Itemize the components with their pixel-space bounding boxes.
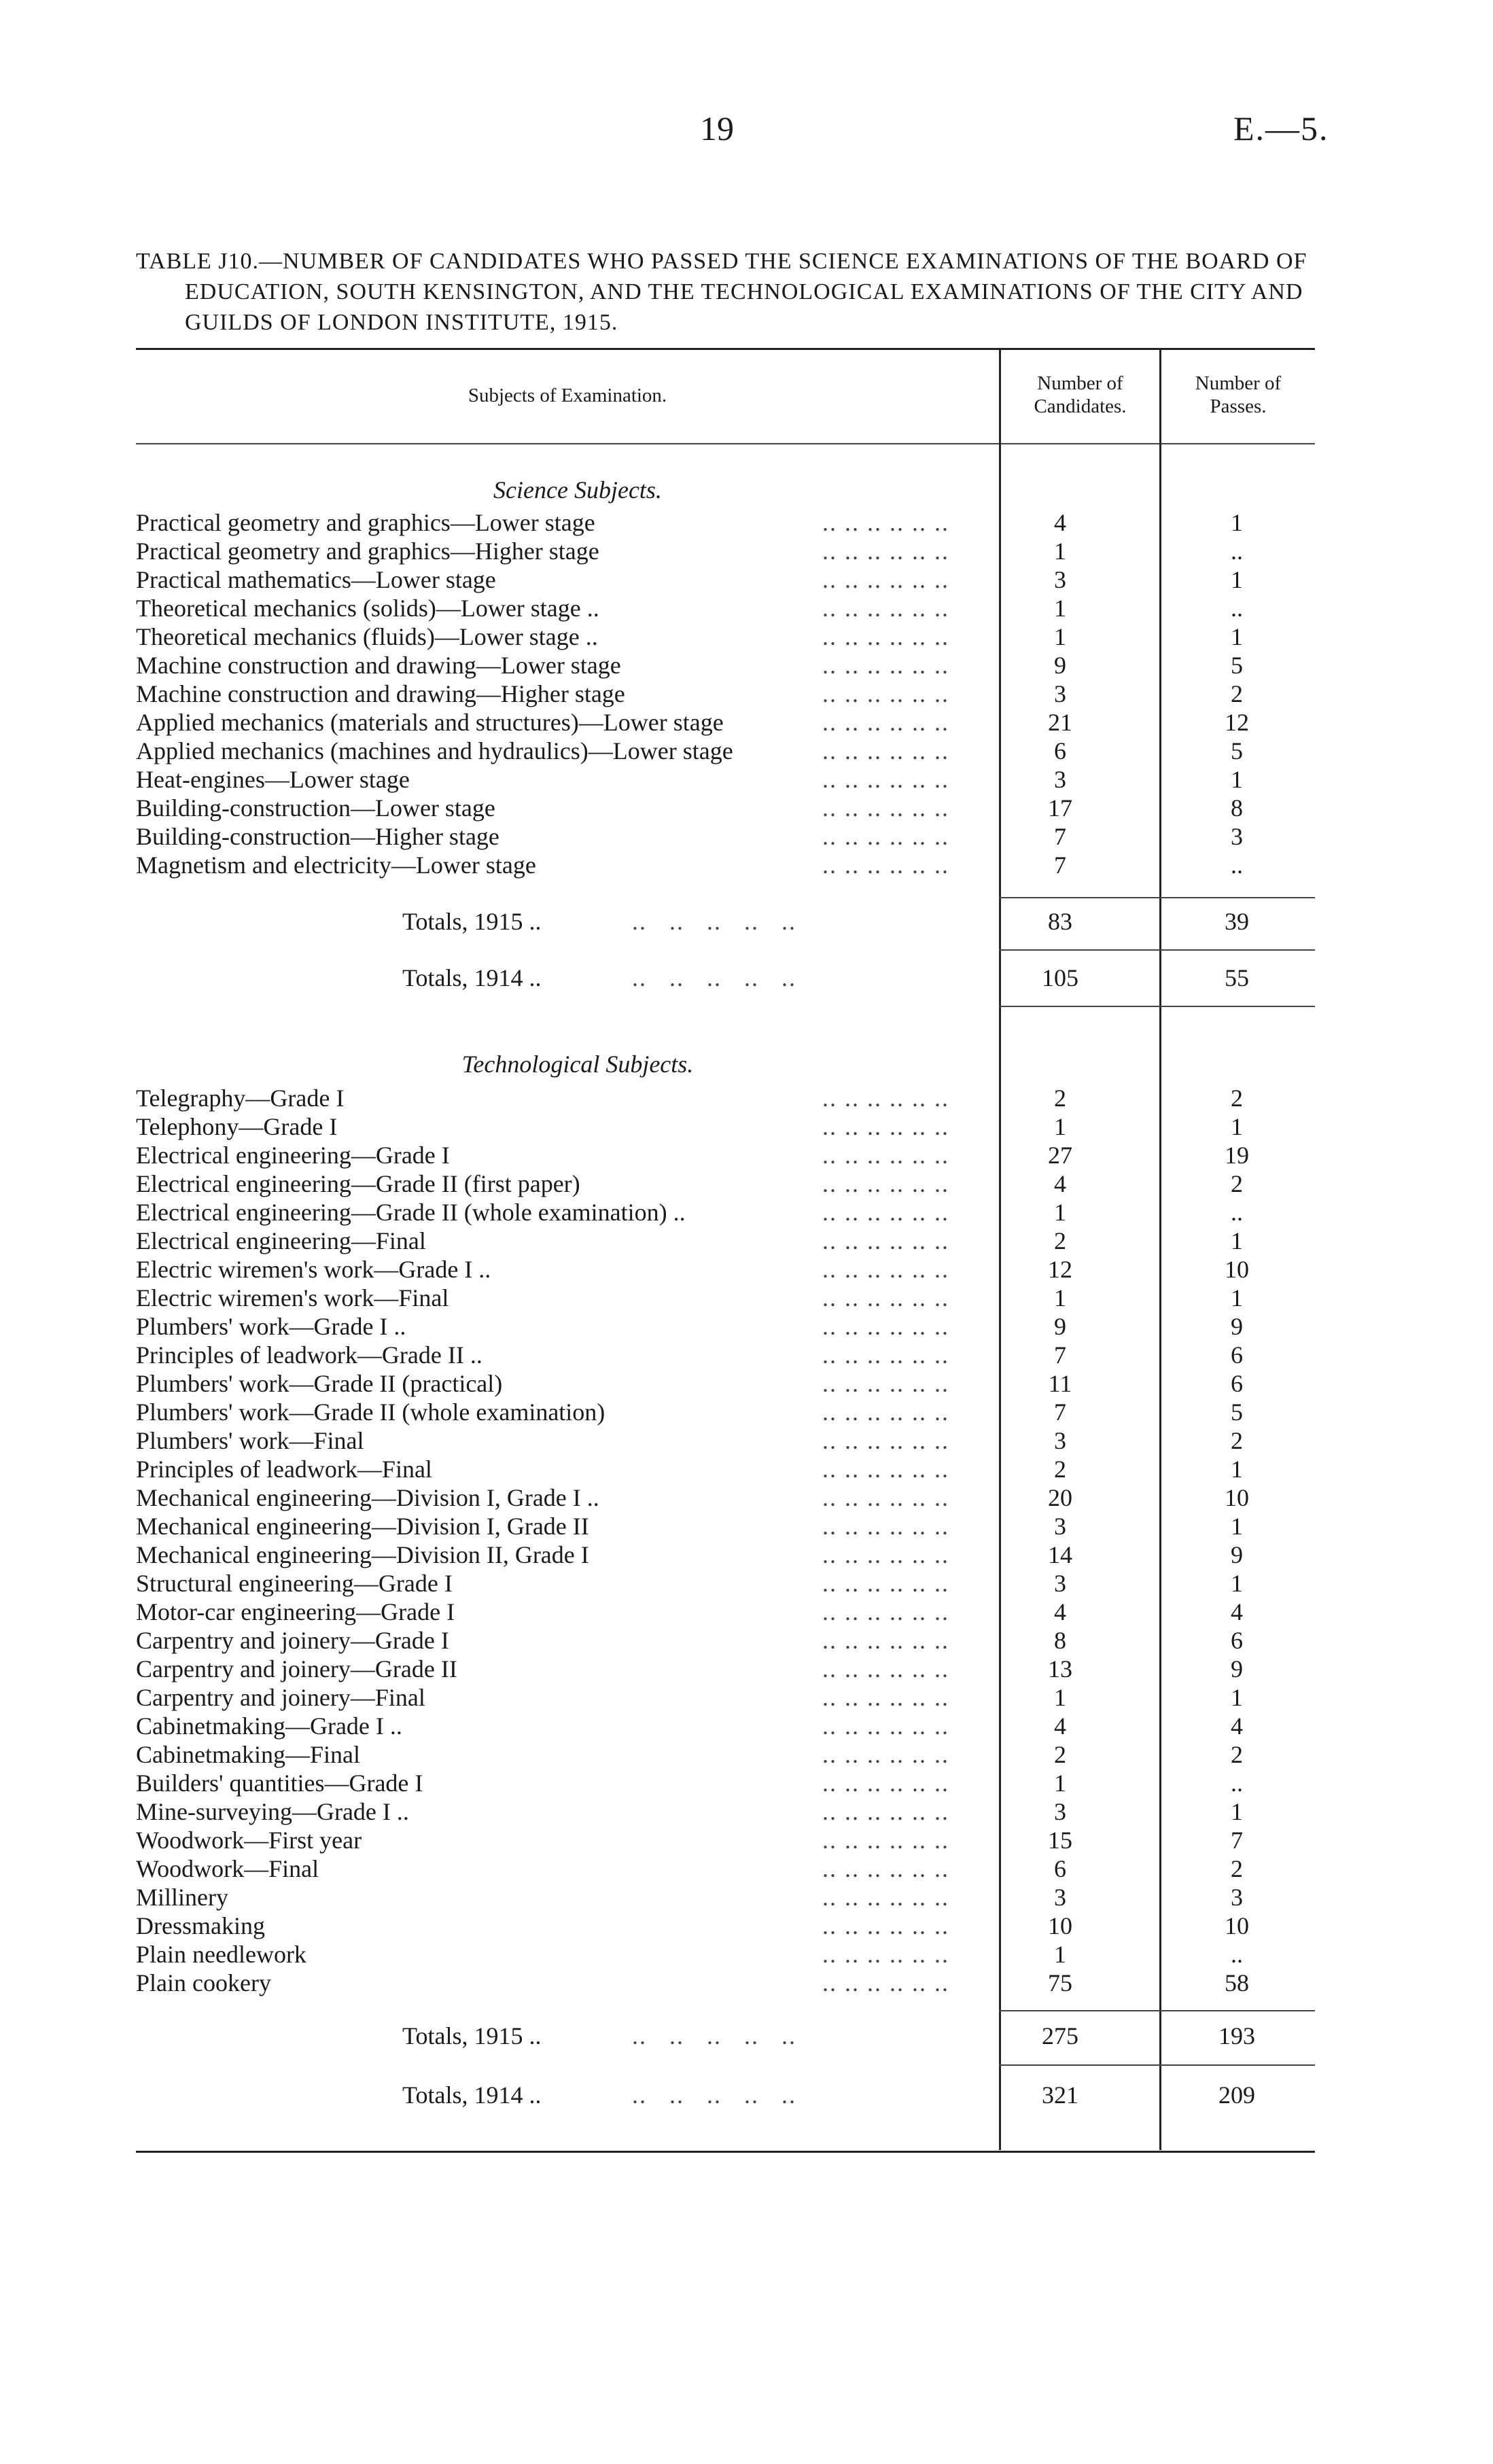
subject-label: Plumbers' work—Final	[136, 1427, 364, 1454]
passes-value: ..	[1231, 851, 1243, 879]
candidates-value: 3	[1054, 566, 1066, 593]
candidates-value: 4	[1054, 509, 1066, 536]
table-row: Magnetism and electricity—Lower stage .. .. .. .. .. .. 7 ..	[136, 851, 1332, 879]
table-row: Principles of leadwork—Final .. .. .. .. .. .. 2 1	[136, 1455, 1332, 1483]
passes-value: 12	[1225, 709, 1249, 736]
candidates-value: 8	[1054, 1627, 1066, 1654]
candidates-value: 3	[1054, 1570, 1066, 1597]
table-row: Mechanical engineering—Division II, Grade I .. .. .. .. .. .. 14 9	[136, 1541, 1332, 1569]
table-row: Structural engineering—Grade I .. .. .. .. .. .. 3 1	[136, 1569, 1332, 1598]
table-row: Electrical engineering—Final .. .. .. .. .. .. 2 1	[136, 1227, 1332, 1255]
table-row: Theoretical mechanics (fluids)—Lower stage .. .. .. .. .. .. .. 1 1	[136, 622, 1332, 651]
candidates-value: 2	[1054, 1227, 1066, 1254]
table-row: Electrical engineering—Grade II (first paper) .. .. .. .. .. .. 4 2	[136, 1169, 1332, 1198]
passes-value: 1	[1231, 1284, 1243, 1312]
table-row: Mine-surveying—Grade I .. .. .. .. .. .. .. 3 1	[136, 1797, 1332, 1826]
candidates-value: 1	[1054, 1941, 1066, 1968]
subject-label: Electrical engineering—Grade I	[136, 1142, 450, 1169]
candidates-value: 13	[1048, 1655, 1072, 1683]
table-row: Builders' quantities—Grade I .. .. .. .. .. .. 1 ..	[136, 1769, 1332, 1797]
candidates-value: 7	[1054, 851, 1066, 879]
caption-line-3: GUILDS OF LONDON INSTITUTE, 1915.	[185, 310, 618, 335]
subject-label: Plumbers' work—Grade II (whole examination)	[136, 1398, 605, 1426]
candidates-value: 21	[1048, 709, 1072, 736]
subject-label: Practical geometry and graphics—Higher stage	[136, 538, 599, 565]
candidates-value: 1	[1054, 1684, 1066, 1711]
table-row: Dressmaking .. .. .. .. .. .. 10 10	[136, 1912, 1332, 1940]
passes-value: 9	[1231, 1313, 1243, 1340]
passes-value: 19	[1225, 1142, 1249, 1169]
subject-label: Cabinetmaking—Final	[136, 1741, 360, 1768]
passes-value: 2	[1231, 1170, 1243, 1197]
subject-label: Carpentry and joinery—Grade II	[136, 1655, 457, 1683]
subject-label: Motor-car engineering—Grade I	[136, 1598, 455, 1625]
passes-value: 7	[1231, 1827, 1243, 1854]
table-row: Cabinetmaking—Grade I .. .. .. .. .. .. .. 4 4	[136, 1712, 1332, 1740]
table-bottom-rule	[136, 2151, 1315, 2153]
subject-label: Carpentry and joinery—Grade I	[136, 1627, 449, 1654]
table-row: Millinery .. .. .. .. .. .. 3 3	[136, 1883, 1332, 1912]
passes-value: 6	[1231, 1370, 1243, 1397]
candidates-value: 2	[1054, 1456, 1066, 1483]
passes-value: 10	[1225, 1912, 1249, 1939]
table-row: Telegraphy—Grade I .. .. .. .. .. .. 2 2	[136, 1084, 1332, 1112]
subject-label: Heat-engines—Lower stage	[136, 766, 410, 793]
table-row: Electric wiremen's work—Grade I .. .. .. .. .. .. .. 12 10	[136, 1255, 1332, 1284]
subject-label: Structural engineering—Grade I	[136, 1570, 453, 1597]
passes-value: 5	[1231, 737, 1243, 764]
table-row: Applied mechanics (machines and hydraulics)—Lower stage .. .. .. .. .. .. 6 5	[136, 737, 1332, 765]
candidates-value: 4	[1054, 1170, 1066, 1197]
candidates-value: 15	[1048, 1827, 1072, 1854]
table-row: Mechanical engineering—Division I, Grade I .. .. .. .. .. .. .. 20 10	[136, 1483, 1332, 1512]
candidates-value: 1	[1054, 595, 1066, 622]
subject-label: Electric wiremen's work—Final	[136, 1284, 449, 1312]
caption-line-2: EDUCATION, SOUTH KENSINGTON, AND THE TECHNOLOGICAL EXAMINATIONS OF THE CITY AND	[185, 279, 1303, 304]
table-row: Woodwork—Final .. .. .. .. .. .. 6 2	[136, 1854, 1332, 1883]
passes-value: 4	[1231, 1598, 1243, 1625]
science-totals-rule-bottom	[999, 1006, 1315, 1007]
tech-totals-rule-top	[999, 2010, 1315, 2011]
candidates-value: 2	[1054, 1741, 1066, 1768]
subject-label: Machine construction and drawing—Higher stage	[136, 680, 625, 707]
passes-value: 9	[1231, 1655, 1243, 1683]
candidates-value: 4	[1054, 1712, 1066, 1740]
table-row: Machine construction and drawing—Higher stage .. .. .. .. .. .. 3 2	[136, 680, 1332, 708]
subject-label: Machine construction and drawing—Lower stage	[136, 652, 621, 679]
science-total-1915: Totals, 1915 .. .. .. .. .. .. 83 39	[402, 908, 1249, 935]
table-row: Applied mechanics (materials and structures)—Lower stage .. .. .. .. .. .. 21 12	[136, 708, 1332, 737]
page-number: 19	[700, 109, 734, 147]
passes-value: 1	[1231, 1570, 1243, 1597]
subject-label: Mechanical engineering—Division I, Grade II	[136, 1513, 589, 1540]
passes-value: 2	[1231, 1855, 1243, 1882]
table-row: Plumbers' work—Grade II (practical) .. .. .. .. .. .. 11 6	[136, 1369, 1332, 1398]
table-top-rule	[136, 348, 1315, 350]
passes-value: 2	[1231, 680, 1243, 707]
subject-label: Builders' quantities—Grade I	[136, 1770, 423, 1797]
subject-label: Mechanical engineering—Division I, Grade I ..	[136, 1484, 599, 1511]
candidates-value: 3	[1054, 766, 1066, 793]
table-caption	[136, 246, 1325, 338]
candidates-value: 6	[1054, 737, 1066, 764]
passes-value: 3	[1231, 1884, 1243, 1911]
passes-value: 5	[1231, 1398, 1243, 1426]
candidates-value: 27	[1048, 1142, 1072, 1169]
passes-value: 6	[1231, 1627, 1243, 1654]
science-total-1914: Totals, 1914 .. .. .. .. .. .. 105 55	[402, 964, 1249, 991]
tech-total-1915: Totals, 1915 .. .. .. .. .. .. 275 193	[402, 2022, 1255, 2049]
subject-label: Plain needlework	[136, 1941, 306, 1968]
subject-label: Building-construction—Lower stage	[136, 794, 495, 822]
table-row: Heat-engines—Lower stage .. .. .. .. .. .. 3 1	[136, 765, 1332, 794]
passes-value: 1	[1231, 623, 1243, 650]
table-row: Electric wiremen's work—Final .. .. .. .. .. .. 1 1	[136, 1284, 1332, 1312]
table-row: Electrical engineering—Grade I .. .. .. .. .. .. 27 19	[136, 1141, 1332, 1169]
candidates-value: 1	[1054, 1284, 1066, 1312]
subject-label: Practical geometry and graphics—Lower stage	[136, 509, 595, 536]
passes-value: 2	[1231, 1085, 1243, 1112]
passes-value: 3	[1231, 823, 1243, 850]
passes-value: ..	[1231, 1941, 1243, 1968]
candidates-value: 3	[1054, 1513, 1066, 1540]
passes-value: 1	[1231, 1684, 1243, 1711]
passes-value: 1	[1231, 1513, 1243, 1540]
table-row: Machine construction and drawing—Lower stage .. .. .. .. .. .. 9 5	[136, 651, 1332, 680]
table-row: Plain cookery .. .. .. .. .. .. 75 58	[136, 1969, 1332, 1997]
passes-value: 2	[1231, 1427, 1243, 1454]
passes-value: ..	[1231, 1770, 1243, 1797]
science-totals-rule-top	[999, 897, 1315, 898]
table-row: Electrical engineering—Grade II (whole examination) .. .. .. .. .. .. .. 1 ..	[136, 1198, 1332, 1227]
subject-label: Plumbers' work—Grade I ..	[136, 1313, 406, 1340]
candidates-value: 7	[1054, 1398, 1066, 1426]
passes-value: 10	[1225, 1484, 1249, 1511]
table-row: Carpentry and joinery—Grade I .. .. .. .. .. .. 8 6	[136, 1626, 1332, 1655]
document-reference: E.—5.	[1233, 109, 1329, 147]
subject-label: Principles of leadwork—Final	[136, 1456, 432, 1483]
candidates-value: 3	[1054, 1798, 1066, 1825]
subject-label: Electrical engineering—Grade II (first paper)	[136, 1170, 580, 1197]
candidates-value: 12	[1048, 1256, 1072, 1283]
passes-value: 9	[1231, 1541, 1243, 1568]
header-candidates: Number of Candidates.	[1034, 372, 1127, 417]
header-subjects: Subjects of Examination.	[468, 385, 667, 406]
subject-label: Applied mechanics (materials and structures)—Lower stage	[136, 709, 724, 736]
candidates-value: 1	[1054, 538, 1066, 565]
passes-value: 6	[1231, 1341, 1243, 1369]
subject-label: Carpentry and joinery—Final	[136, 1684, 425, 1711]
subject-label: Applied mechanics (machines and hydraulics)—Lower stage	[136, 737, 733, 764]
candidates-value: 6	[1054, 1855, 1066, 1882]
candidates-value: 11	[1048, 1370, 1072, 1397]
table-row: Building-construction—Lower stage .. .. .. .. .. .. 17 8	[136, 794, 1332, 822]
table-row: Plumbers' work—Grade I .. .. .. .. .. .. .. 9 9	[136, 1312, 1332, 1341]
passes-value: 1	[1231, 566, 1243, 593]
subject-label: Electric wiremen's work—Grade I ..	[136, 1256, 491, 1283]
passes-value: 1	[1231, 509, 1243, 536]
candidates-value: 1	[1054, 1113, 1066, 1140]
caption-line-1: TABLE J10.—NUMBER OF CANDIDATES WHO PASSED THE SCIENCE EXAMINATIONS OF THE BOARD OF	[136, 249, 1307, 274]
subject-label: Mine-surveying—Grade I ..	[136, 1798, 409, 1825]
subject-label: Theoretical mechanics (fluids)—Lower stage ..	[136, 623, 598, 650]
passes-value: 1	[1231, 766, 1243, 793]
passes-value: 4	[1231, 1712, 1243, 1740]
candidates-value: 14	[1048, 1541, 1072, 1568]
candidates-value: 1	[1054, 1770, 1066, 1797]
table-row: Cabinetmaking—Final .. .. .. .. .. .. 2 2	[136, 1740, 1332, 1769]
subject-label: Telephony—Grade I	[136, 1113, 338, 1140]
passes-value: ..	[1231, 595, 1243, 622]
subject-label: Mechanical engineering—Division II, Grade I	[136, 1541, 589, 1568]
candidates-value: 17	[1048, 794, 1072, 822]
section-title-technological: Technological Subjects.	[461, 1051, 694, 1078]
table-row: Practical geometry and graphics—Lower stage .. .. .. .. .. .. 4 1	[136, 508, 1332, 537]
table-row: Building-construction—Higher stage .. .. .. .. .. .. 7 3	[136, 822, 1332, 851]
table-row: Plumbers' work—Final .. .. .. .. .. .. 3 2	[136, 1426, 1332, 1455]
subject-label: Telegraphy—Grade I	[136, 1085, 345, 1112]
tech-total-1914: Totals, 1914 .. .. .. .. .. .. 321 209	[402, 2081, 1255, 2109]
table-row: Plain needlework .. .. .. .. .. .. 1 ..	[136, 1940, 1332, 1969]
table-row: Principles of leadwork—Grade II .. .. .. .. .. .. .. 7 6	[136, 1341, 1332, 1369]
subject-label: Practical mathematics—Lower stage	[136, 566, 496, 593]
passes-value: 5	[1231, 652, 1243, 679]
passes-value: 1	[1231, 1113, 1243, 1140]
table-row: Practical mathematics—Lower stage .. .. .. .. .. .. 3 1	[136, 565, 1332, 594]
table-row: Plumbers' work—Grade II (whole examination) .. .. .. .. .. .. 7 5	[136, 1398, 1332, 1426]
subject-label: Dressmaking	[136, 1912, 265, 1939]
subject-label: Principles of leadwork—Grade II ..	[136, 1341, 482, 1369]
candidates-value: 3	[1054, 1884, 1066, 1911]
subject-label: Magnetism and electricity—Lower stage	[136, 851, 536, 879]
table-row: Practical geometry and graphics—Higher stage .. .. .. .. .. .. 1 ..	[136, 537, 1332, 565]
passes-value: 10	[1225, 1256, 1249, 1283]
table-row: Carpentry and joinery—Final .. .. .. .. .. .. 1 1	[136, 1683, 1332, 1712]
science-totals-rule-mid	[999, 949, 1315, 951]
candidates-value: 3	[1054, 680, 1066, 707]
candidates-value: 4	[1054, 1598, 1066, 1625]
section-title-science: Science Subjects.	[493, 476, 662, 504]
candidates-value: 2	[1054, 1085, 1066, 1112]
table-row: Woodwork—First year .. .. .. .. .. .. 15 7	[136, 1826, 1332, 1854]
passes-value: 1	[1231, 1798, 1243, 1825]
subject-label: Plumbers' work—Grade II (practical)	[136, 1370, 503, 1397]
candidates-value: 7	[1054, 1341, 1066, 1369]
subject-label: Plain cookery	[136, 1969, 271, 1996]
candidates-value: 1	[1054, 623, 1066, 650]
candidates-value: 9	[1054, 1313, 1066, 1340]
candidates-value: 7	[1054, 823, 1066, 850]
tech-totals-rule-mid	[999, 2064, 1315, 2066]
table-row: Telephony—Grade I .. .. .. .. .. .. 1 1	[136, 1112, 1332, 1141]
subject-label: Electrical engineering—Grade II (whole examination) ..	[136, 1199, 686, 1226]
header-passes: Number of Passes.	[1195, 372, 1282, 417]
candidates-value: 9	[1054, 652, 1066, 679]
candidates-value: 3	[1054, 1427, 1066, 1454]
passes-value: ..	[1231, 538, 1243, 565]
passes-value: 1	[1231, 1456, 1243, 1483]
table-row: Motor-car engineering—Grade I .. .. .. .. .. .. 4 4	[136, 1598, 1332, 1626]
passes-value: ..	[1231, 1199, 1243, 1226]
subject-label: Woodwork—Final	[136, 1855, 319, 1882]
subject-label: Millinery	[136, 1884, 228, 1911]
table-row: Theoretical mechanics (solids)—Lower stage .. .. .. .. .. .. .. 1 ..	[136, 594, 1332, 622]
candidates-value: 20	[1048, 1484, 1072, 1511]
candidates-value: 10	[1048, 1912, 1072, 1939]
passes-value: 1	[1231, 1227, 1243, 1254]
subject-label: Electrical engineering—Final	[136, 1227, 426, 1254]
header-bottom-rule	[136, 443, 1315, 444]
subject-label: Cabinetmaking—Grade I ..	[136, 1712, 402, 1740]
candidates-value: 75	[1048, 1969, 1072, 1996]
table-row: Mechanical engineering—Division I, Grade II .. .. .. .. .. .. 3 1	[136, 1512, 1332, 1541]
passes-value: 8	[1231, 794, 1243, 822]
subject-label: Theoretical mechanics (solids)—Lower stage ..	[136, 595, 599, 622]
passes-value: 58	[1225, 1969, 1249, 1996]
passes-value: 2	[1231, 1741, 1243, 1768]
table-row: Carpentry and joinery—Grade II .. .. .. .. .. .. 13 9	[136, 1655, 1332, 1683]
subject-label: Woodwork—First year	[136, 1827, 362, 1854]
subject-label: Building-construction—Higher stage	[136, 823, 499, 850]
candidates-value: 1	[1054, 1199, 1066, 1226]
